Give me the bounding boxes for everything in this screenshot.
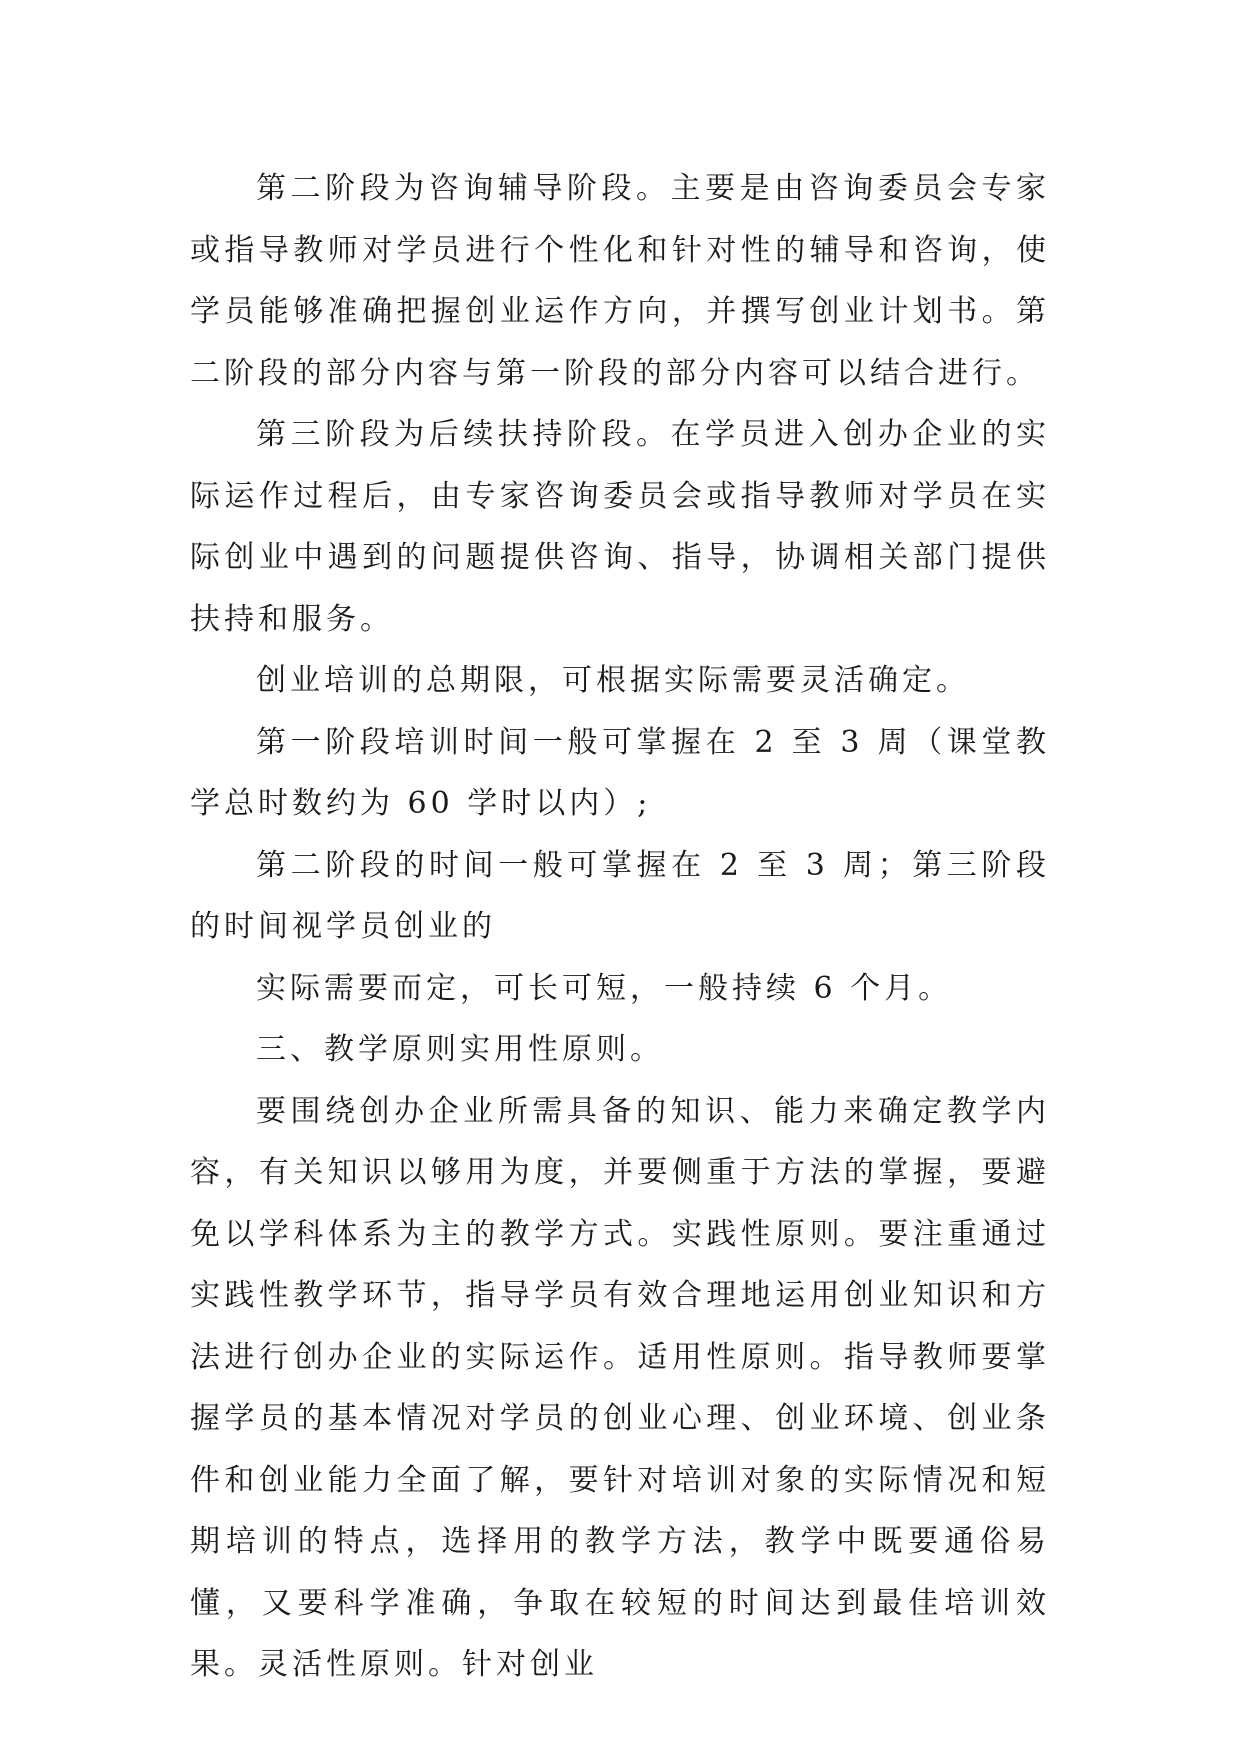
paragraph-stage-two: 第二阶段为咨询辅导阶段。主要是由咨询委员会专家或指导教师对学员进行个性化和针对性的辅导和咨询，使学员能够准确把握创业运作方向，并撰写创业计划书。第二阶段的部分内容与第一阶段的部分内容可以结合进行。 (190, 171, 1050, 391)
paragraph-stage-three: 第三阶段为后续扶持阶段。在学员进入创办企业的实际运作过程后，由专家咨询委员会或指导教师对学员在实际创业中遇到的问题提供咨询、指导，协调相关部门提供扶持和服务。 (190, 417, 1050, 637)
paragraph-stage-one-duration: 第一阶段培训时间一般可掌握在 2 至 3 周（课堂教学总时数约为 60 学时以内）; (190, 724, 1050, 821)
paragraph-principles: 要围绕创办企业所需具备的知识、能力来确定教学内容，有关知识以够用为度，并要侧重于方法的掌握，要避免以学科体系为主的教学方式。实践性原则。要注重通过实践性教学环节，指导学员有效合理地运用创业知识和方法进行创办企业的实际运作。适用性原则。指导教师要掌握学员的基本情况对学员的创业心理、创业环境、创业条件和创业能力全面了解，要针对培训对象的实际情况和短期培训的特点，选择用的教学方法，教学中既要通俗易懂，又要科学准确，争取在较短的时间达到最佳培训效果。灵活性原则。针对创业 (190, 1093, 1050, 1682)
paragraph-stage-two-three-duration: 第二阶段的时间一般可掌握在 2 至 3 周；第三阶段的时间视学员创业的 (190, 847, 1050, 944)
document-page (190, 158, 1050, 1696)
paragraph-total-period: 创业培训的总期限，可根据实际需要灵活确定。 (256, 663, 970, 698)
section-heading-teaching-principles: 三、教学原则实用性原则。 (256, 1032, 664, 1067)
paragraph-duration-continued: 实际需要而定，可长可短，一般持续 6 个月。 (256, 970, 953, 1006)
